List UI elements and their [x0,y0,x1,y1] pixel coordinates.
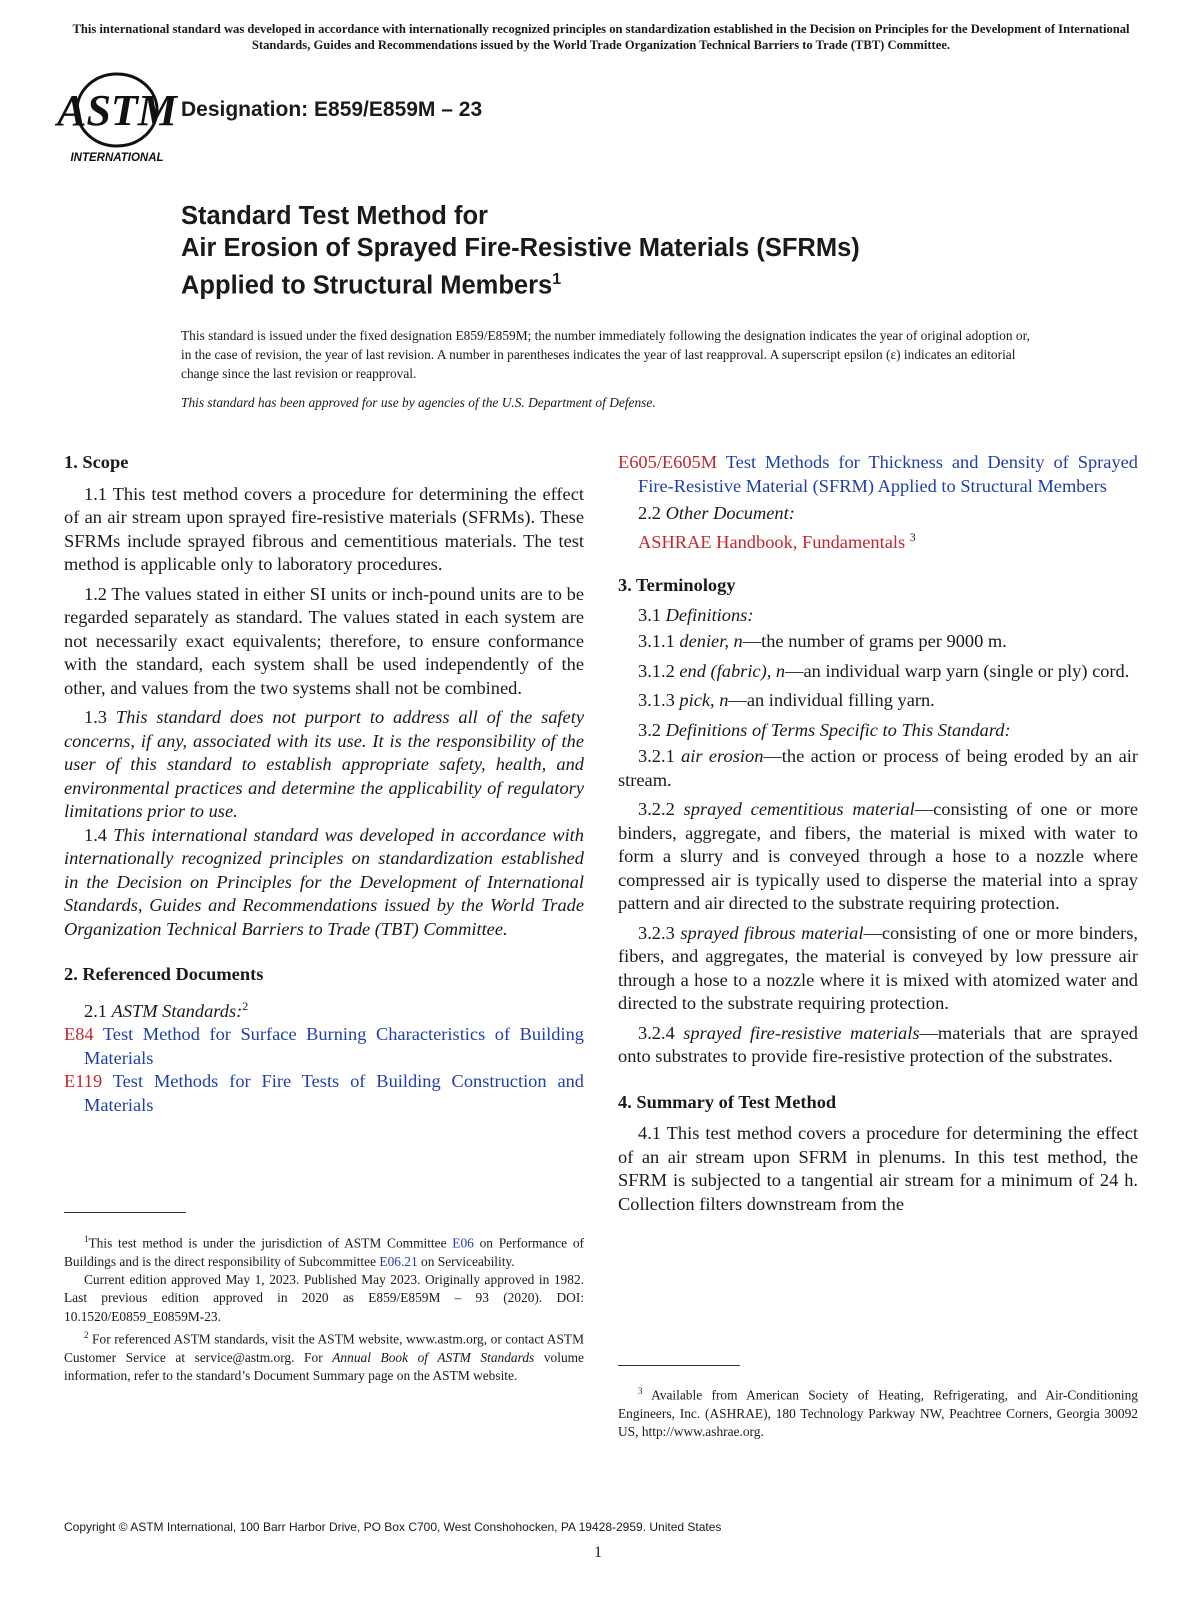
left-column [64,451,584,1117]
footnotes-left [64,1230,584,1385]
para-2-2: 2.2 Other Document: [638,503,795,523]
title-line-3: Applied to Structural Members$^1$ [181,271,562,300]
footnote-divider-left [64,1212,186,1213]
para-3-1-3: 3.1.3 pick, n—an individual filling yarn. [638,690,935,711]
para-1-1: 1.1 This test method covers a procedure for determining the effect of an air stream upon sprayed fire-resistive materials (SFRMs). These SFRMs include sprayed fibrous and cementitious materials. The test method is applicable only to laboratory procedures. [64,483,584,574]
section-3-heading: 3. Terminology [618,575,736,596]
section-4-heading: 4. Summary of Test Method [618,1091,837,1112]
footnote-divider-right [618,1365,740,1366]
para-3-2-1: 3.2.1 air erosion—the action or process of being eroded by an air stream. [618,746,1138,790]
right-column [618,451,1138,1216]
para-3-2-4: 3.2.4 sprayed fire-resistive materials—materials that are sprayed onto substrates to provide fire-resistive protection of the substrates. [618,1022,1138,1067]
defense-approval-note: This standard has been approved for use by agencies of the U.S. Department of Defense. [181,395,656,410]
para-3-2-3: 3.2.3 sprayed fibrous material—consisting of one or more binders, fibers, and aggregates, the material is conveyed by low pressure air through a hose to a nozzle where it is mixed with atomized water and directed to the substrate requiring protection. [618,922,1138,1014]
title-footnote-mark: 1 [552,271,562,288]
para-1-3: 1.3 This standard does not purport to address all of the safety concerns, if any, associated with its use. It is the responsibility of the user of this standard to establish appropriate safety, health, and environmental practices and determine the applicability of regulatory limitations prior to use. [64,707,584,821]
para-3-2: 3.2 Definitions of Terms Specific to This Standard: [638,719,1011,740]
ref-ashrae[interactable]: ASHRAE Handbook, Fundamentals $^3$ [638,529,916,552]
ref-e605[interactable]: E605/E605M Test Methods for Thickness and Density of Sprayed Fire-Resistive Material (SFRM) Applied to Structural Members [618,452,1138,496]
page-number: 1 [594,1544,602,1561]
ref-e84[interactable]: E84 Test Method for Surface Burning Characteristics of Building Materials [64,1024,584,1068]
svg-text:INTERNATIONAL: INTERNATIONAL [70,152,164,164]
copyright-line: Copyright © ASTM International, 100 Barr Harbor Drive, PO Box C700, West Conshohocken, PA 19428-2959. United States [64,1520,722,1534]
astm-logo [57,70,177,166]
title-line-1: Standard Test Method for [181,202,488,230]
ref-e119[interactable]: E119 Test Methods for Fire Tests of Building Construction and Materials [64,1071,584,1115]
link-e06[interactable]: E06 [452,1235,474,1251]
para-3-1-1: 3.1.1 denier, n—the number of grams per 9000 m. [638,631,1007,652]
footnote-1-edition: Current edition approved May 1, 2023. Published May 2023. Originally approved in 1982. Last previous edition approved in 2020 as E859/E859M – 93 (2020). DOI: 10.1520/E0859_E0859M-23. [64,1272,584,1324]
para-3-1-2: 3.1.2 end (fabric), n—an individual warp yarn (single or ply) cord. [638,660,1130,681]
designation: Designation: E859/E859M – 23 [181,98,483,121]
para-4-1: 4.1 This test method covers a procedure for determining the effect of an air stream upon SFRM in plenums. In this test method, the SFRM is subjected to a tangential air stream for a minimum of 24 h. Collection filters downstream from the [618,1123,1138,1214]
link-e06-21[interactable]: E06.21 [379,1253,418,1269]
issuance-note: This standard is issued under the fixed designation E859/E859M; the number immediately following the designation indicates the year of original adoption or, in the case of revision, the year of last revision. A number in parentheses indicates the year of last reapproval. A superscript epsilon (ε) indicates an editorial change since the last revision or reapproval. [181,328,1030,381]
section-2-heading: 2. Referenced Documents [64,964,264,984]
footnote-2: $^2$ For referenced ASTM standards, visit the ASTM website, www.astm.org, or contact ASTM Customer Service at service@astm.org. For Annual Book of ASTM Standards volume information, refer to the standard’s Document Summary page on the ASTM website. [64,1329,584,1384]
section-1-heading: 1. Scope [64,452,129,472]
footnote-3: $^3$ Available from American Society of Heating, Refrigerating, and Air-Conditioning Engineers, Inc. (ASHRAE), 180 Technology Parkway NW, Peachtree Corners, Georgia 30092 US, http://www.ashrae.org. [618,1386,1138,1440]
title-line-2: Air Erosion of Sprayed Fire-Resistive Materials (SFRMs) [181,234,860,262]
document-title [181,200,860,302]
astm-logo-icon [57,70,177,166]
para-3-1: 3.1 Definitions: [638,604,754,625]
svg-text:ASTM: ASTM [57,86,177,135]
para-3-2-2: 3.2.2 sprayed cementitious material—consisting of one or more binders, aggregate, and fibers, the material is mixed with water to form a slurry and is conveyed through a hose to a nozzle where compressed air is typically used to disperse the material into a spray pattern and air directed to the substrate requiring protection. [618,799,1138,914]
international-standard-note: This international standard was developed in accordance with internationally recognized principles on standardization established in the Decision on Principles for the Development of International Standards, Guides and Recommendations issued by the World Trade Organization Technical Barriers to Trade (TBT) Committee. [72,22,1130,52]
para-1-2: 1.2 The values stated in either SI units or inch-pound units are to be regarded separately as standard. The values stated in each system are not necessarily exact equivalents; therefore, to ensure conformance with the standard, each system shall be used independently of the other, and values from the two systems shall not be combined. [64,583,584,698]
footnote-1: $^1$This test method is under the jurisdiction of ASTM Committee E06 on Performance of Buildings and is the direct responsibility of Subcommittee E06.21 on Serviceability. [64,1234,584,1269]
para-1-4: 1.4 This international standard was developed in accordance with internationally recognized principles on standardization established in the Decision on Principles for the Development of International Standards, Guides and Recommendations issued by the World Trade Organization Technical Barriers to Trade (TBT) Committee. [64,824,584,939]
para-2-1: 2.1 ASTM Standards:$^2$ [84,998,249,1021]
